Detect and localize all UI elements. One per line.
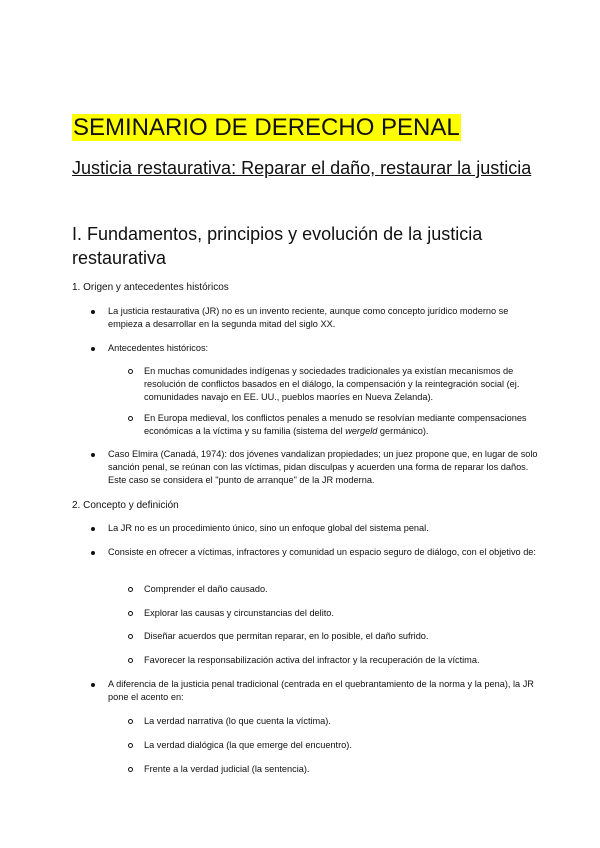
bullet-circle-icon xyxy=(128,416,133,421)
list-item-text: En Europa medieval, los conflictos penales a menudo se resolvían mediante compensaciones económicas a la víctima y su familia (sistema del xyxy=(144,413,527,436)
list-item xyxy=(108,448,538,487)
list-item xyxy=(144,654,539,667)
section-heading: I. Fundamentos, principios y evolución de la justicia restaurativa xyxy=(72,224,483,268)
list-item-text: Consiste en ofrecer a víctimas, infractores y comunidad un espacio seguro de diálogo, con el objetivo de: xyxy=(108,547,536,557)
bullet-circle-icon xyxy=(128,767,133,772)
bullet-circle-icon xyxy=(128,743,133,748)
document-subtitle: Justicia restaurativa: Reparar el daño, restaurar la justicia xyxy=(72,158,532,178)
bullet-circle-icon xyxy=(128,658,133,663)
list-item xyxy=(144,583,539,596)
list-item xyxy=(108,678,538,704)
list-item xyxy=(144,739,539,752)
list-item xyxy=(144,365,539,404)
document-title xyxy=(72,113,461,143)
list-item xyxy=(108,522,538,535)
list-item xyxy=(144,763,539,776)
list-item-text: Frente a la verdad judicial (la sentencia). xyxy=(144,764,310,774)
bullet-circle-icon xyxy=(128,611,133,616)
list-item xyxy=(144,630,539,643)
title-highlight: SEMINARIO DE DERECHO PENAL xyxy=(73,114,460,141)
emphasis-text: wergeld xyxy=(345,426,378,436)
list-item xyxy=(108,546,538,559)
list-item-text: La verdad narrativa (lo que cuenta la víctima). xyxy=(144,716,331,726)
list-item xyxy=(144,607,539,620)
bullet-dot-icon xyxy=(91,683,95,687)
bullet-dot-icon xyxy=(91,551,95,555)
subsection-heading-origen: 1. Origen y antecedentes históricos xyxy=(72,282,229,293)
bullet-dot-icon xyxy=(91,310,95,314)
list-item-text: La justicia restaurativa (JR) no es un invento reciente, aunque como concepto jurídico moderno se empieza a desarrollar en la segunda mitad del siglo XX. xyxy=(108,306,509,329)
bullet-circle-icon xyxy=(128,369,133,374)
bullet-circle-icon xyxy=(128,634,133,639)
list-item-text: germánico). xyxy=(377,426,429,436)
bullet-dot-icon xyxy=(91,527,95,531)
list-item-text: Antecedentes históricos: xyxy=(108,343,209,353)
bullet-circle-icon xyxy=(128,719,133,724)
list-item xyxy=(144,412,539,438)
bullet-dot-icon xyxy=(91,347,95,351)
list-item-text: Favorecer la responsabilización activa del infractor y la recuperación de la víctima. xyxy=(144,655,480,665)
list-item-text: La JR no es un procedimiento único, sino un enfoque global del sistema penal. xyxy=(108,523,429,533)
list-item-text: La verdad dialógica (la que emerge del encuentro). xyxy=(144,740,352,750)
list-item-text: Explorar las causas y circunstancias del delito. xyxy=(144,608,334,618)
bullet-dot-icon xyxy=(91,453,95,457)
list-item-text: Comprender el daño causado. xyxy=(144,584,268,594)
list-item xyxy=(144,715,539,728)
list-item-text: Caso Elmira (Canadá, 1974): dos jóvenes vandalizan propiedades; un juez propone que, en lugar de solo sanción penal, se reúnan con las víctimas, pidan disculpas y acuerden una forma de reparar los daños. Este caso se considera el "punto de arranque" de la JR moderna. xyxy=(108,449,538,485)
list-item-text: A diferencia de la justicia penal tradicional (centrada en el quebrantamiento de la norma y la pena), la JR pone el acento en: xyxy=(108,679,534,702)
list-item-text: Diseñar acuerdos que permitan reparar, en lo posible, el daño sufrido. xyxy=(144,631,429,641)
bullet-circle-icon xyxy=(128,587,133,592)
list-item xyxy=(108,342,538,355)
subsection-heading-concepto: 2. Concepto y definición xyxy=(72,500,179,511)
list-item xyxy=(108,305,538,331)
list-item-text: En muchas comunidades indígenas y sociedades tradicionales ya existían mecanismos de resolución de conflictos basados en el diálogo, la compensación y la reintegración social (ej. comunidades navajo en EE. UU., pueblos maoríes en Nueva Zelanda). xyxy=(144,366,520,402)
